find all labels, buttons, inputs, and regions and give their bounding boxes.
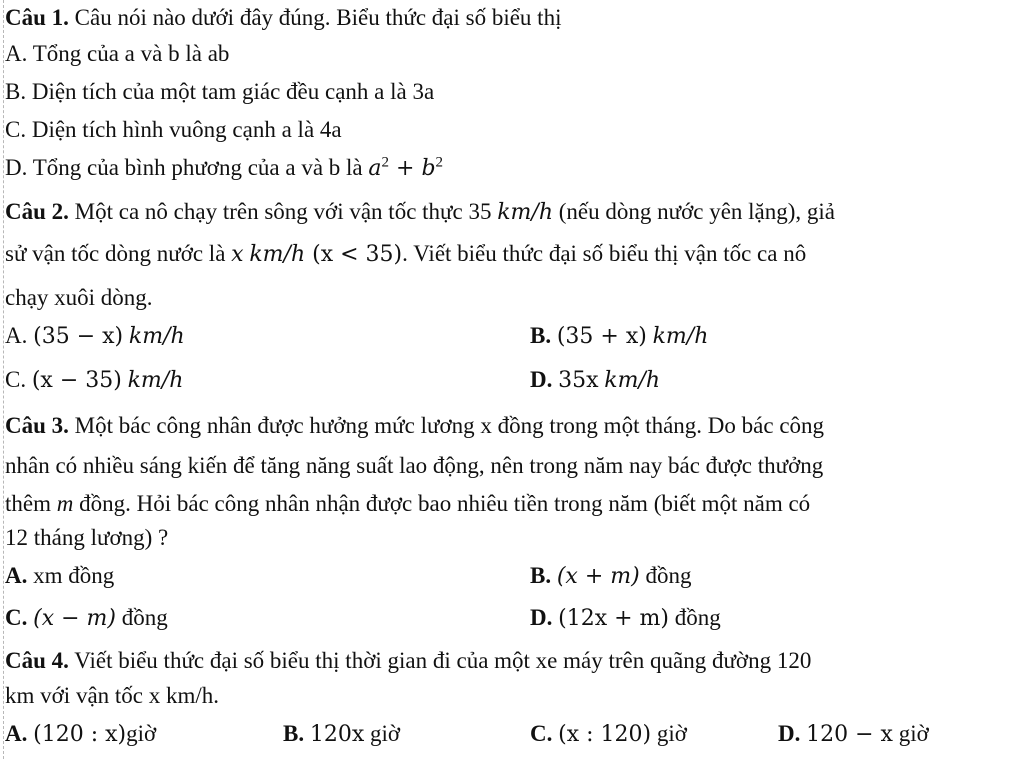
q4-a-text: (120 : x)	[33, 722, 127, 747]
q2-stem-line1	[5, 196, 1021, 228]
q1-label: Câu 1.	[5, 5, 69, 30]
q3-b-label: B.	[530, 563, 552, 588]
q1-d-text: Tổng của bình phương của a và b là	[27, 155, 369, 180]
q3-b-text: (x + m)	[556, 564, 640, 589]
q2-option-d	[530, 364, 660, 396]
q2-line1-rest: (nếu dòng nước yên lặng), giả	[553, 199, 836, 224]
q2-c-unit: km/h	[127, 368, 184, 393]
q1-c-text: Diện tích hình vuông cạnh a là 4a	[26, 117, 342, 142]
q3-d-label: D.	[530, 605, 553, 630]
q4-option-a	[5, 718, 156, 750]
q3-option-b	[530, 560, 691, 592]
q2-b-unit: km/h	[652, 324, 709, 349]
q3-c-unit: đồng	[121, 605, 168, 630]
q2-stem-line3	[5, 282, 1021, 314]
q3-label: Câu 3.	[5, 413, 69, 438]
q4-line2: km với vận tốc x km/h.	[5, 683, 220, 708]
q1-d-math-plus: +	[389, 156, 422, 181]
q1-text: Câu nói nào dưới đây đúng. Biểu thức đại số biểu thị	[68, 5, 562, 30]
q3-line2: nhân có nhiều sáng kiến để tăng năng suất lao động, nên trong năm nay bác được thưởng	[5, 453, 824, 478]
q4-a-label: A.	[5, 721, 28, 746]
q3-stem-line4	[5, 522, 1021, 554]
q2-option-c	[5, 364, 183, 396]
q3-a-label: A.	[5, 563, 28, 588]
q1-option-c	[5, 114, 1021, 146]
q2-line2-rest: . Viết biểu thức đại số biểu thị vận tốc ca nô	[402, 241, 807, 266]
q1-stem	[5, 2, 1021, 34]
q3-line1: Một bác công nhân được hưởng mức lương x đồng trong một tháng. Do bác công	[68, 413, 825, 438]
q1-b-text: Diện tích của một tam giác đều cạnh a là 3a	[26, 79, 435, 104]
q4-line1: Viết biểu thức đại số biểu thị thời gian đi của một xe máy trên quãng đường 120	[68, 648, 812, 673]
q4-c-label: C.	[530, 721, 553, 746]
q2-d-unit: km/h	[604, 368, 661, 393]
q3-line3-start: thêm	[5, 491, 57, 516]
q2-d-label: D.	[530, 367, 553, 392]
q3-option-a	[5, 560, 114, 592]
q2-line2-x: x	[231, 242, 244, 267]
q1-c-label: C.	[5, 117, 27, 142]
q2-b-text: (35 + x)	[556, 324, 647, 349]
q2-stem-line2	[5, 238, 1021, 270]
q4-d-text: 120 − x	[806, 722, 893, 747]
page-border	[3, 0, 4, 759]
q1-option-a	[5, 38, 1021, 70]
q4-option-d	[778, 718, 929, 750]
q3-b-unit: đồng	[645, 563, 692, 588]
q4-b-label: B.	[283, 721, 305, 746]
q4-b-text: 120x	[309, 722, 365, 747]
q1-d-math-a: a	[368, 156, 382, 181]
q2-unit: km/h	[497, 200, 553, 225]
q1-d-label: D.	[5, 155, 28, 180]
q3-c-text: (x − m)	[33, 606, 116, 631]
q4-d-label: D.	[778, 721, 801, 746]
q4-c-text: (x : 120)	[558, 722, 652, 747]
q3-option-d	[530, 602, 721, 634]
q3-line3-m: m	[56, 491, 74, 516]
q4-stem-line1	[5, 645, 1021, 677]
q3-a-text: xm đồng	[27, 563, 115, 588]
q4-c-unit: giờ	[656, 721, 687, 746]
q1-b-label: B.	[5, 79, 27, 104]
q1-a-label: A.	[5, 41, 28, 66]
q2-a-unit: km/h	[128, 324, 185, 349]
q4-option-b	[283, 718, 400, 750]
q2-line1: Một ca nô chạy trên sông với vận tốc thực 35	[68, 199, 498, 224]
q1-option-b	[5, 76, 1021, 108]
q1-d-math-exp1: 2	[381, 154, 390, 171]
q1-d-math-b: b	[421, 156, 436, 181]
q4-a-unit: giờ	[126, 721, 157, 746]
q1-d-math-exp2: 2	[435, 154, 444, 171]
q4-label: Câu 4.	[5, 648, 69, 673]
q2-option-b	[530, 320, 708, 352]
q4-b-unit: giờ	[370, 721, 401, 746]
q2-b-label: B.	[530, 323, 552, 348]
q3-stem-line2	[5, 450, 1021, 482]
q2-line2-start: sử vận tốc dòng nước là	[5, 241, 232, 266]
q2-label: Câu 2.	[5, 199, 69, 224]
q4-d-unit: giờ	[898, 721, 929, 746]
q1-a-text: Tổng của a và b là ab	[27, 41, 230, 66]
q3-d-text: (12x + m)	[558, 606, 669, 631]
q2-line2-unit: km/h	[249, 242, 306, 267]
q3-line3-rest: đồng. Hỏi bác công nhân nhận được bao nhiêu tiền trong năm (biết một năm có	[73, 491, 811, 516]
q2-c-text: (x − 35)	[31, 368, 122, 393]
q2-line3: chạy xuôi dòng.	[5, 285, 153, 310]
q2-option-a	[5, 320, 185, 352]
q4-option-c	[530, 718, 687, 750]
q2-c-label: C.	[5, 367, 27, 392]
q2-a-label: A.	[5, 323, 28, 348]
q4-stem-line2	[5, 680, 1021, 712]
q3-option-c	[5, 602, 168, 634]
q2-a-text: (35 − x)	[33, 324, 124, 349]
q2-d-text: 35x	[558, 368, 599, 393]
q3-stem-line1	[5, 410, 1021, 442]
q2-line2-cond: (x < 35)	[305, 242, 403, 267]
q3-c-label: C.	[5, 605, 28, 630]
q3-line4: 12 tháng lương) ?	[5, 525, 169, 550]
q1-option-d	[5, 152, 1021, 184]
q3-d-unit: đồng	[674, 605, 721, 630]
q3-stem-line3	[5, 488, 1021, 520]
